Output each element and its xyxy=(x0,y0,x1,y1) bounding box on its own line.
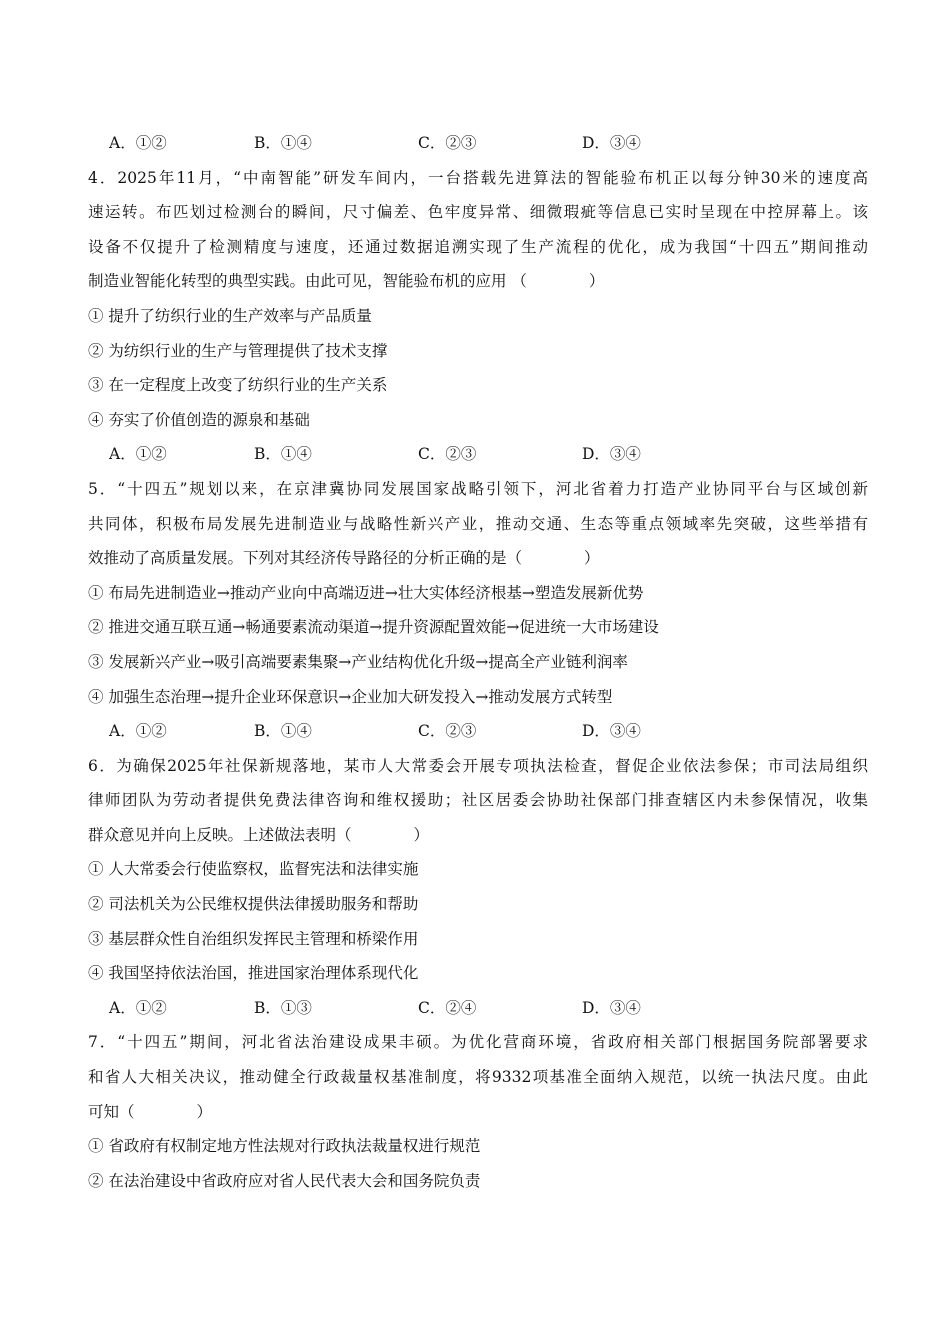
q4-option-b: B．①④ xyxy=(254,445,312,464)
q5-stem-line: 共同体，积极布局发展先进制造业与战略性新兴产业，推动交通、生态等重点领域率先突破，这些举措有 xyxy=(88,514,868,533)
q6-stem-line: 律师团队为劳动者提供免费法律咨询和维权援助；社区居委会协助社保部门排查辖区内未参保情况，收集 xyxy=(88,791,868,810)
q6-item-1: ① 人大常委会行使监察权，监督宪法和法律实施 xyxy=(88,860,419,879)
q6-stem-line: 6．为确保2025年社保新规落地，某市人大常委会开展专项执法检查，督促企业依法参保；市司法局组织 xyxy=(88,756,868,775)
q3-options xyxy=(88,126,868,161)
q4-option-a: A．①② xyxy=(109,445,167,464)
q7-item-1: ① 省政府有权制定地方性法规对行政执法裁量权进行规范 xyxy=(88,1137,481,1156)
q5-options xyxy=(88,714,868,749)
q6-item-2: ② 司法机关为公民维权提供法律援助服务和帮助 xyxy=(88,895,419,914)
q5-option-a: A．①② xyxy=(109,722,167,741)
q6-option-a: A．①② xyxy=(109,998,167,1017)
question-6 xyxy=(88,749,868,1026)
q5-item-1: ① 布局先进制造业→推动产业向中高端迈进→壮大实体经济根基→塑造发展新优势 xyxy=(88,583,644,602)
q5-stem-line: 5．“十四五”规划以来，在京津冀协同发展国家战略引领下，河北省着力打造产业协同平台与区域创新 xyxy=(88,479,868,498)
q4-item-3: ③ 在一定程度上改变了纺织行业的生产关系 xyxy=(88,376,388,395)
q4-options xyxy=(88,437,868,472)
question-4 xyxy=(88,161,868,472)
q3-option-c: C．②③ xyxy=(418,134,477,152)
q4-stem-line: 制造业智能化转型的典型实践。由此可见，智能验布机的应用 （ ） xyxy=(88,272,605,291)
q4-stem-line: 速运转。布匹划过检测台的瞬间，尺寸偏差、色牢度异常、细微瑕疵等信息已实时呈现在中控屏幕上。该 xyxy=(88,203,868,222)
q5-option-c: C．②③ xyxy=(418,722,477,741)
q5-item-4: ④ 加强生态治理→提升企业环保意识→企业加大研发投入→推动发展方式转型 xyxy=(88,687,613,706)
q6-option-c: C．②④ xyxy=(418,998,477,1017)
q7-stem-line: 和省人大相关决议，推动健全行政裁量权基准制度，将9332项基准全面纳入规范，以统一执法尺度。由此 xyxy=(88,1068,868,1087)
q4-stem-line: 设备不仅提升了检测精度与速度，还通过数据追溯实现了生产流程的优化，成为我国“十四五”期间推动 xyxy=(88,237,868,256)
q3-option-b: B．①④ xyxy=(254,134,312,152)
q6-options xyxy=(88,991,868,1026)
q7-item-2: ② 在法治建设中省政府应对省人民代表大会和国务院负责 xyxy=(88,1171,481,1190)
q6-stem-line: 群众意见并向上反映。上述做法表明（ ） xyxy=(88,825,430,844)
q5-option-d: D．③④ xyxy=(582,722,641,741)
q3-option-a: A．①② xyxy=(109,134,167,152)
q7-stem-line: 可知（ ） xyxy=(88,1102,213,1121)
q6-option-b: B．①③ xyxy=(254,998,312,1017)
q7-stem-line: 7．“十四五”期间，河北省法治建设成果丰硕。为优化营商环境，省政府相关部门根据国务院部署要求 xyxy=(88,1033,868,1052)
q5-stem-line: 效推动了高质量发展。下列对其经济传导路径的分析正确的是（ ） xyxy=(88,549,600,568)
q6-option-d: D．③④ xyxy=(582,998,641,1017)
q5-option-b: B．①④ xyxy=(254,722,312,741)
q6-item-3: ③ 基层群众性自治组织发挥民主管理和桥梁作用 xyxy=(88,929,419,948)
question-5 xyxy=(88,472,868,749)
q5-item-2: ② 推进交通互联互通→畅通要素流动渠道→提升资源配置效能→促进统一大市场建设 xyxy=(88,618,659,637)
q4-stem-line: 4．2025年11月，“中南智能”研发车间内，一台搭载先进算法的智能验布机正以每分钟30米的速度高 xyxy=(88,168,868,187)
q4-item-4: ④ 夯实了价值创造的源泉和基础 xyxy=(88,410,310,429)
q3-option-d: D．③④ xyxy=(582,134,641,152)
q4-option-c: C．②③ xyxy=(418,445,477,464)
q6-item-4: ④ 我国坚持依法治国，推进国家治理体系现代化 xyxy=(88,964,419,983)
q4-item-1: ① 提升了纺织行业的生产效率与产品质量 xyxy=(88,306,372,325)
q4-option-d: D．③④ xyxy=(582,445,641,464)
q4-item-2: ② 为纺织行业的生产与管理提供了技术支撑 xyxy=(88,341,388,360)
q5-item-3: ③ 发展新兴产业→吸引高端要素集聚→产业结构优化升级→提高全产业链利润率 xyxy=(88,652,628,671)
exam-page xyxy=(88,126,868,1198)
question-7 xyxy=(88,1025,868,1198)
